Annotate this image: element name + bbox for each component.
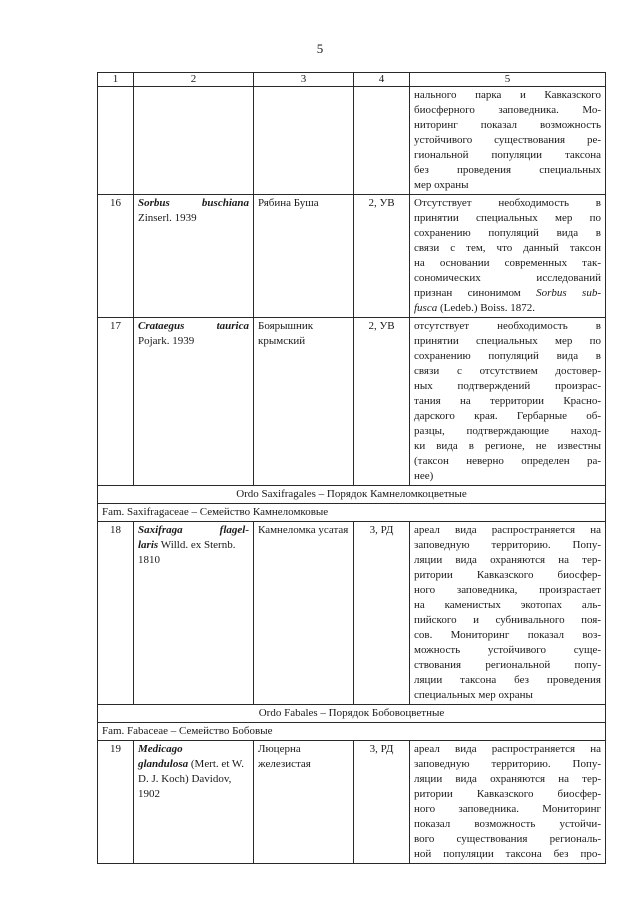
table-row-18 — [98, 522, 606, 705]
description-line: ритории Кавказского биосфер- — [414, 569, 601, 581]
latin-name: Crataegus taurica — [138, 320, 249, 332]
description-line: на основании современных так- — [414, 257, 601, 269]
description-line: связи с отсутствием достовер- — [414, 365, 601, 377]
order-heading: Ordo Saxifragales – Порядок Камнеломкоцветные — [98, 486, 606, 504]
description-cell — [410, 318, 606, 486]
latin-name: Medicago — [138, 743, 183, 755]
description-line: ареал вида распространяется на — [414, 524, 601, 536]
description-line: ной популяции таксона без про- — [414, 848, 601, 860]
description-line: мер охраны — [414, 179, 469, 191]
russian-name: Люцерна железистая — [254, 741, 354, 864]
latin-name: Sorbus buschiana — [138, 197, 249, 209]
description-line: показал возможность устойчи- — [414, 818, 601, 830]
row-number: 18 — [98, 522, 134, 705]
description-line: (таксон неверно определен ра- — [414, 455, 601, 467]
table-row-16 — [98, 195, 606, 318]
family-heading: Fam. Fabaceae – Семейство Бобовые — [98, 723, 606, 741]
column-header-5: 5 — [410, 73, 606, 87]
status-category: 2, УВ — [354, 195, 410, 318]
description-line: ного заповедника, произрастает — [414, 584, 601, 596]
column-header-row — [98, 73, 606, 87]
description-cell — [410, 522, 606, 705]
description-cell — [410, 741, 606, 864]
description-line: ки вида в регионе, не известны — [414, 440, 601, 452]
description-line: принятии специальных мер по — [414, 335, 601, 347]
description-line: связи с тем, что данный таксон — [414, 242, 601, 254]
column-header-4: 4 — [354, 73, 410, 87]
description-line: признан синонимом Sorbus sub- — [414, 287, 601, 299]
description-line: ниторинг показал возможность — [414, 119, 601, 131]
russian-name: Боярышник крымский — [254, 318, 354, 486]
latin-name-cell — [134, 741, 254, 864]
latin-author: Zinserl. 1939 — [138, 212, 197, 224]
description-line: ареал вида распространяется на — [414, 743, 601, 755]
description-line: ляции вида охраняются на тер- — [414, 554, 601, 566]
order-heading: Ordo Fabales – Порядок Бобовоцветные — [98, 705, 606, 723]
description-line: fusca (Ledeb.) Boiss. 1872. — [414, 302, 535, 314]
description-line: ляции таксона без проведения — [414, 674, 601, 686]
table-row-continuation — [98, 87, 606, 195]
description-line: разцы, подтверждающие наход- — [414, 425, 601, 437]
table-row-19 — [98, 741, 606, 864]
order-heading-row — [98, 705, 606, 723]
latin-name: laris — [138, 539, 159, 551]
description-line: можность устойчивого суще- — [414, 644, 601, 656]
family-heading-row — [98, 723, 606, 741]
description-cell — [410, 87, 606, 195]
page-number: 5 — [316, 41, 324, 56]
description-line: ляции вида охраняются на тер- — [414, 773, 601, 785]
latin-name: Saxifraga flagel- — [138, 524, 249, 536]
russian-name: Рябина Буша — [254, 195, 354, 318]
description-line: ного заповедника. Мониторинг — [414, 803, 601, 815]
description-line: дарского края. Гербарные об- — [414, 410, 601, 422]
table-row-17 — [98, 318, 606, 486]
order-heading-row — [98, 486, 606, 504]
synonym-latin: fusca — [414, 302, 438, 314]
description-line: сохранению популяций вида в — [414, 350, 601, 362]
row-number: 16 — [98, 195, 134, 318]
latin-author: Pojark. 1939 — [138, 335, 195, 347]
description-line: Отсутствует необходимость в — [414, 197, 601, 209]
description-line: ритории Кавказского биосфер- — [414, 788, 601, 800]
family-heading: Fam. Saxifragaceae – Семейство Камнеломковые — [98, 504, 606, 522]
synonym-latin: Sorbus sub- — [536, 287, 601, 299]
latin-name-cell — [134, 522, 254, 705]
description-line: сов. Мониторинг показал воз- — [414, 629, 601, 641]
latin-name-cell — [134, 195, 254, 318]
description-line: сохранению популяций вида в — [414, 227, 601, 239]
latin-author: Willd. ex Sternb. 1810 — [138, 539, 236, 566]
description-line: специальных мер охраны — [414, 689, 533, 701]
description-line: заповедную территорию. Попу- — [414, 758, 601, 770]
description-line: нее) — [414, 470, 434, 482]
column-header-3: 3 — [254, 73, 354, 87]
description-line: тания на территории Красно- — [414, 395, 601, 407]
latin-name-cell — [134, 318, 254, 486]
description-line: нального парка и Кавказского — [414, 89, 601, 101]
description-line: принятии специальных мер по — [414, 212, 601, 224]
description-line: ных подтверждений произрас- — [414, 380, 601, 392]
latin-name: glandulosa — [138, 758, 189, 770]
family-heading-row — [98, 504, 606, 522]
description-line: отсутствует необходимость в — [414, 320, 601, 332]
column-header-2: 2 — [134, 73, 254, 87]
description-line: пийского и субнивального поя- — [414, 614, 601, 626]
description-line: на каменистых экотопах аль- — [414, 599, 601, 611]
description-cell — [410, 195, 606, 318]
column-header-1: 1 — [98, 73, 134, 87]
description-line: без проведения специальных — [414, 164, 601, 176]
row-number: 19 — [98, 741, 134, 864]
description-line: биосферного заповедника. Мо- — [414, 104, 601, 116]
status-category: 2, УВ — [354, 318, 410, 486]
description-line: устойчивого существования ре- — [414, 134, 601, 146]
description-line: ствования региональной попу- — [414, 659, 601, 671]
status-category: 3, РД — [354, 522, 410, 705]
description-line: сономических исследований — [414, 272, 601, 284]
description-line: гиональной популяции таксона — [414, 149, 601, 161]
status-category: 3, РД — [354, 741, 410, 864]
row-number: 17 — [98, 318, 134, 486]
latin-author: (Mert. et W. D. J. Koch) Davidov, 1902 — [138, 758, 245, 800]
description-line: заповедную территорию. Попу- — [414, 539, 601, 551]
description-line: вого существования региональ- — [414, 833, 601, 845]
species-table — [97, 72, 606, 864]
russian-name: Камнеломка усатая — [254, 522, 354, 705]
